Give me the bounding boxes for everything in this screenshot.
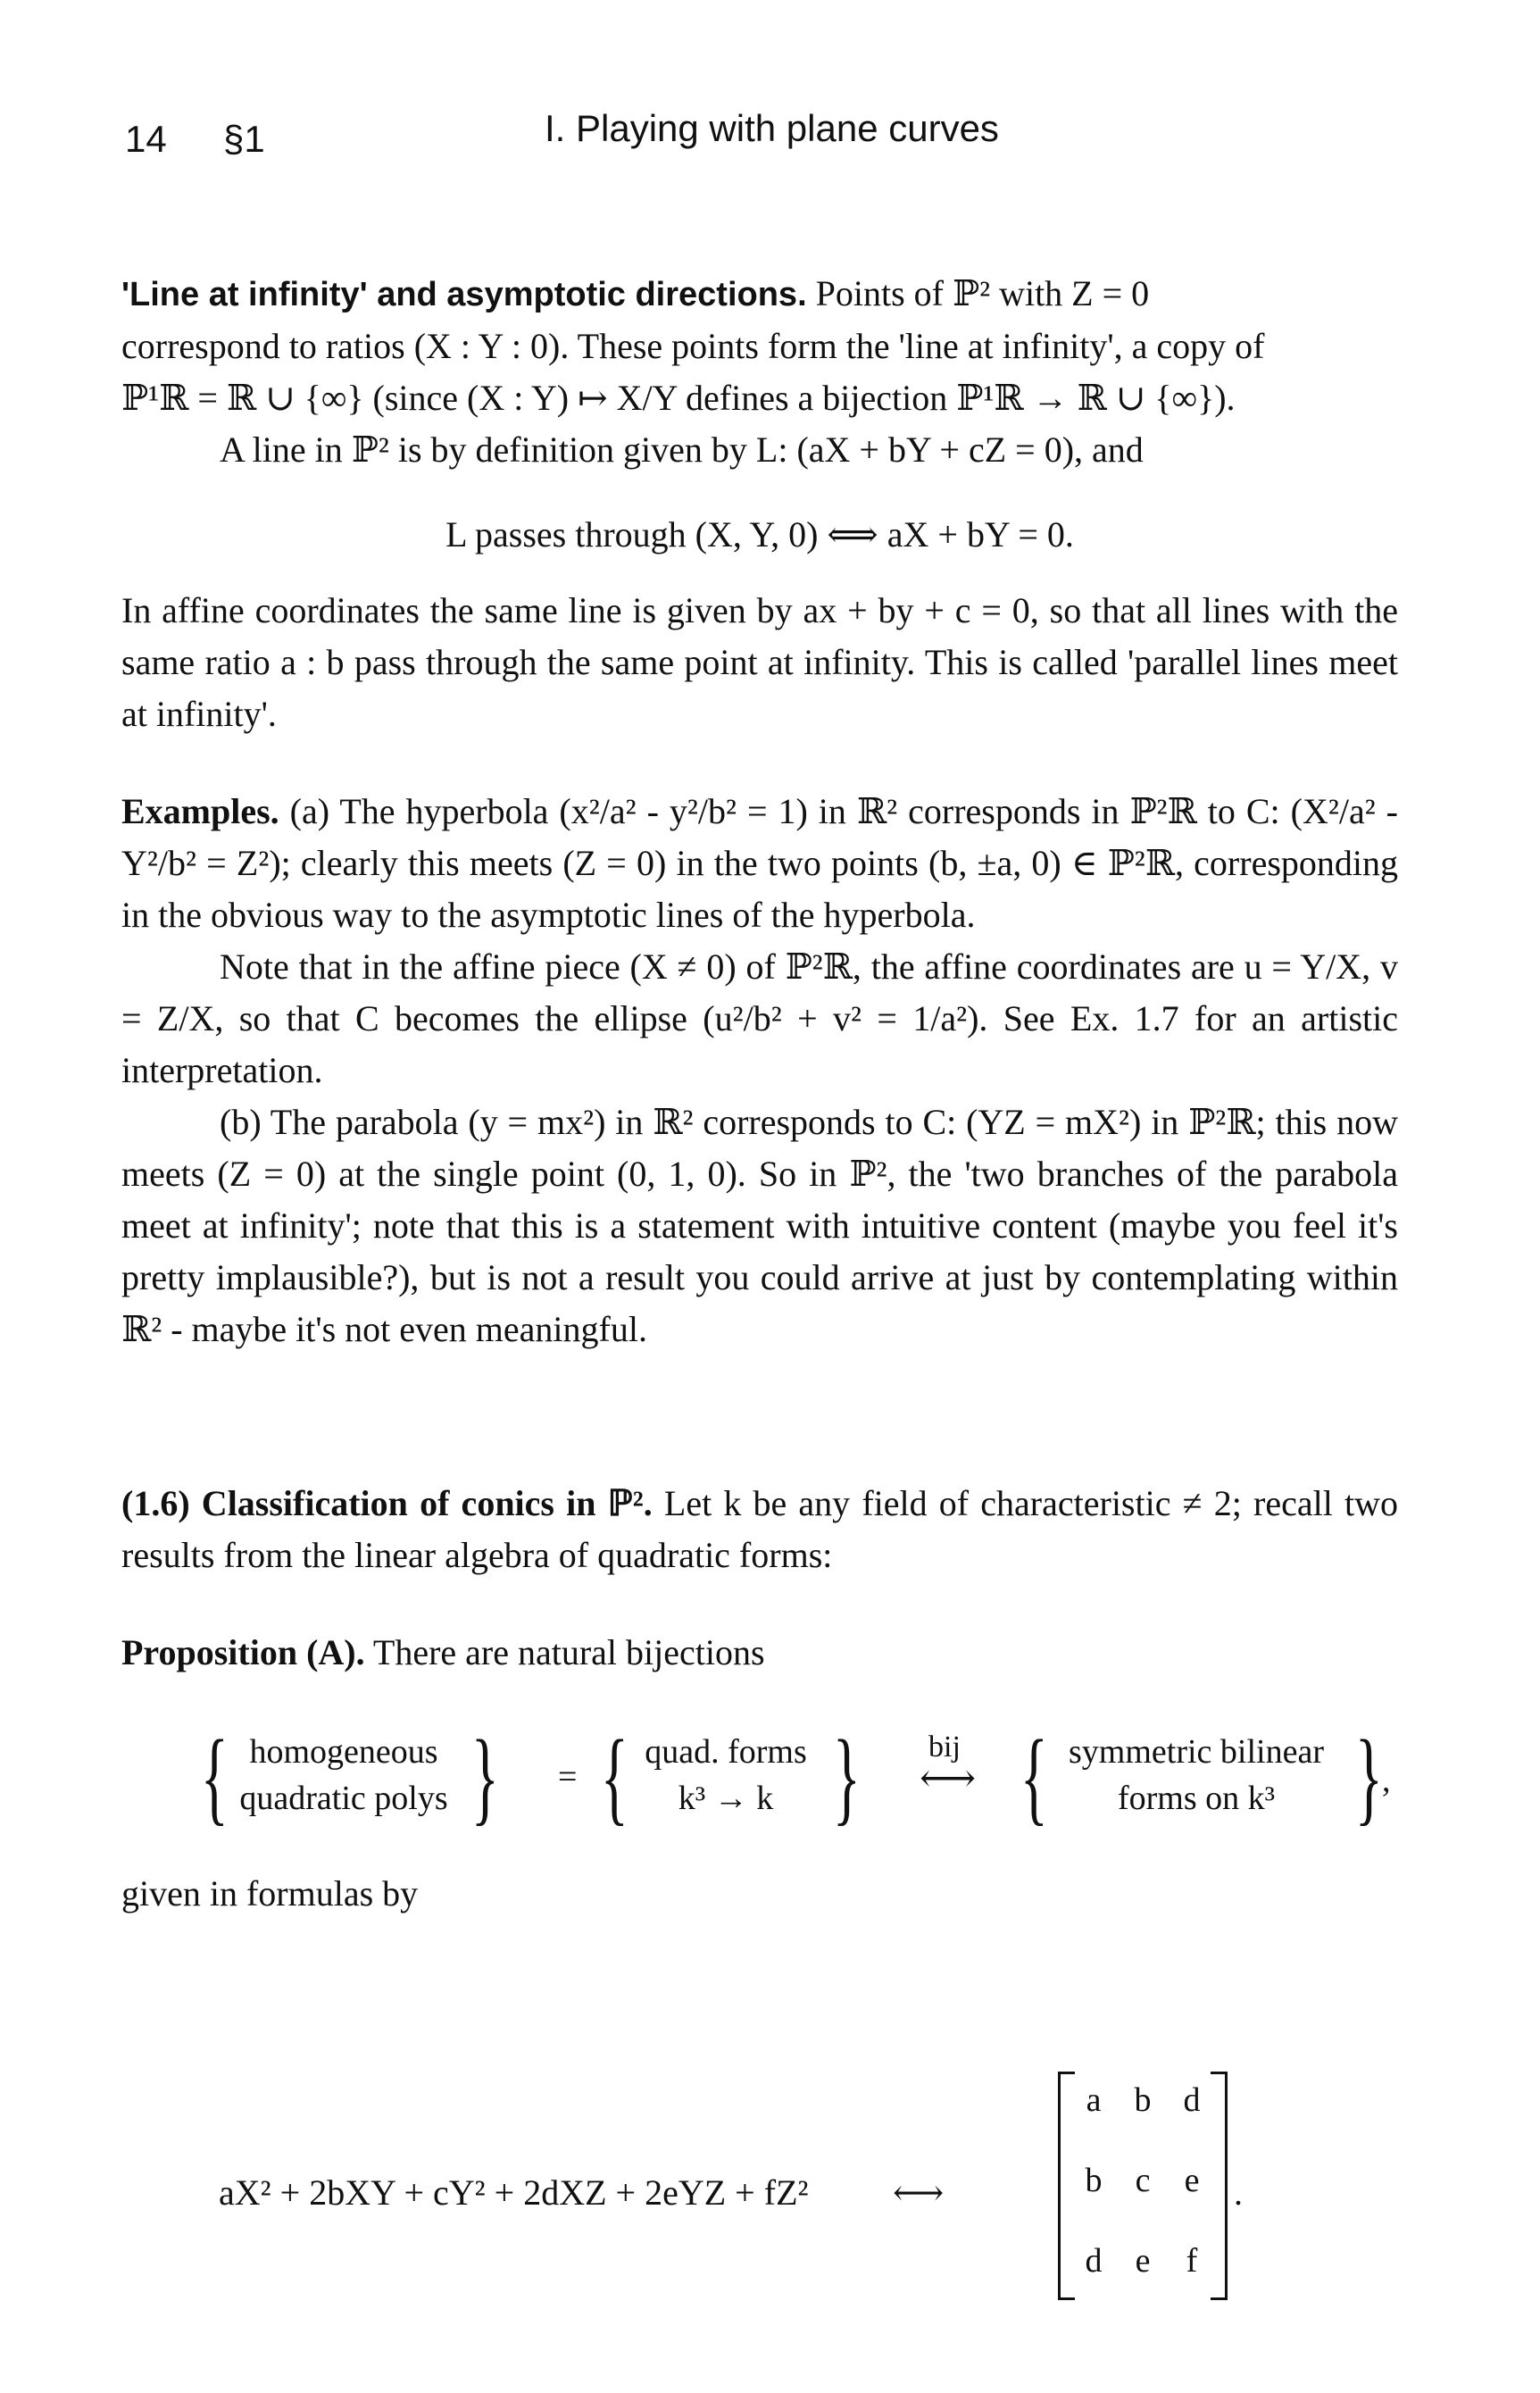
matrix-left-bracket	[1058, 2072, 1075, 2300]
right-brace-3: }	[1354, 1718, 1383, 1835]
matrix-cell: c	[1135, 2162, 1151, 2199]
section-heading-line-at-infinity: 'Line at infinity' and asymptotic directions.	[121, 276, 807, 313]
paragraph-proposition	[121, 1627, 1398, 1679]
proposition-label: Proposition (A).	[121, 1632, 365, 1672]
right-brace-1: }	[470, 1718, 499, 1835]
display-equation-line-passes: L passes through (X, Y, 0) ⟺ aX + bY = 0.	[445, 514, 1074, 554]
set-bijection-diagram	[200, 1718, 1411, 1839]
classification-text: Let k be any field of characteristic ≠ 2; recall two results from the linear algebra of quadratic forms:	[121, 1483, 1398, 1575]
para3-text: In affine coordinates the same line is given by ax + by + c = 0, so that all lines with the same ratio a : b pass through the same point at infinity. This is called 'parallel lines meet at infinity'.	[121, 590, 1398, 734]
equals-sign: =	[558, 1758, 578, 1796]
classification-heading: (1.6) Classification of conics in ℙ².	[121, 1483, 653, 1523]
example-note-text: Note that in the affine piece (X ≠ 0) of ℙ²ℝ, the affine coordinates are u = Y/X, v = Z/X, so that C becomes the ellipse (u²/b² + v² = 1/a²). See Ex. 1.7 for an artistic interpretation.	[121, 946, 1398, 1090]
set2-line1: quad. forms	[645, 1733, 807, 1771]
chapter-title: I. Playing with plane curves	[545, 107, 999, 149]
paragraph-affine-coordinates	[121, 585, 1398, 740]
correspondence-arrow-icon: ⟷	[893, 2172, 945, 2213]
bij-arrow-icon: ⟷	[920, 1756, 977, 1800]
symmetric-matrix	[1058, 2072, 1228, 2304]
given-text: given in formulas by	[121, 1873, 419, 1914]
matrix-cell: e	[1184, 2162, 1200, 2199]
example-b-text: (b) The parabola (y = mx²) in ℝ² corresponds to C: (YZ = mX²) in ℙ²ℝ; this now meets (Z = 0) at the single point (0, 1, 0). So in ℙ², the 'two branches of the parabola meet at infinity'; note that this is a statement with intuitive content (maybe you feel it's pretty implausible?), but is not a result you could arrive at just by contemplating within ℝ² - maybe it's not even meaningful.	[121, 1102, 1398, 1349]
matrix-cell: b	[1085, 2162, 1103, 2199]
examples-label: Examples.	[121, 791, 279, 831]
set1-line1: homogeneous	[249, 1733, 438, 1771]
set3-line1: symmetric bilinear	[1069, 1733, 1324, 1771]
quadratic-polynomial-formula: aX² + 2bXY + cY² + 2dXZ + 2eYZ + fZ²	[219, 2172, 809, 2213]
matrix-cell: d	[1183, 2081, 1201, 2119]
running-header	[125, 107, 1415, 161]
page-number: 14	[125, 118, 167, 160]
paragraph-given-formulas	[121, 1868, 1398, 1920]
matrix-cell: a	[1086, 2081, 1102, 2119]
matrix-cell: f	[1186, 2242, 1198, 2280]
para2-line1: A line in ℙ² is by definition given by L: (aX + bY + cZ = 0), and	[220, 429, 1144, 470]
matrix-cell: e	[1135, 2242, 1151, 2280]
matrix-cell: d	[1085, 2242, 1103, 2280]
set2-line2: k³ → k	[678, 1780, 774, 1817]
matrix-right-bracket	[1211, 2072, 1228, 2300]
bij-label: bij	[928, 1730, 961, 1763]
formula-period: .	[1234, 2172, 1243, 2213]
example-a-text: (a) The hyperbola (x²/a² - y²/b² = 1) in ℝ² corresponds in ℙ²ℝ to C: (X²/a² - Y²/b² = Z²); clearly this meets (Z = 0) in the two points (b, ±a, 0) ∈ ℙ²ℝ, corresponding in the obvious way to the asymptotic lines of the hyperbola.	[121, 791, 1399, 935]
section-marker: §1	[223, 118, 265, 160]
set-quadratic-forms	[623, 1723, 828, 1839]
set1-line2: quadratic polys	[239, 1780, 448, 1817]
left-brace-1: {	[200, 1718, 229, 1835]
left-brace-3: {	[1020, 1718, 1048, 1835]
trailing-comma: ,	[1382, 1762, 1391, 1799]
paragraph-classification	[121, 1478, 1398, 1581]
left-brace-2: {	[600, 1718, 628, 1835]
set3-line2: forms on k³	[1117, 1780, 1276, 1817]
para1-line1-rest: Points of ℙ² with Z = 0	[815, 273, 1150, 313]
para1-line3: ℙ¹ℝ = ℝ ∪ {∞} (since (X : Y) ↦ X/Y defines a bijection ℙ¹ℝ → ℝ ∪ {∞}).	[121, 378, 1236, 418]
paragraph-examples	[121, 786, 1398, 1355]
set-symmetric-bilinear-forms	[1045, 1723, 1348, 1839]
right-brace-2: }	[832, 1718, 861, 1835]
set-homogeneous-polys	[223, 1723, 464, 1839]
matrix-cell: b	[1134, 2081, 1152, 2119]
para1-line2: correspond to ratios (X : Y : 0). These points form the 'line at infinity', a copy of	[121, 326, 1265, 366]
paragraph-line-at-infinity	[121, 268, 1398, 476]
proposition-text: There are natural bijections	[372, 1632, 765, 1672]
